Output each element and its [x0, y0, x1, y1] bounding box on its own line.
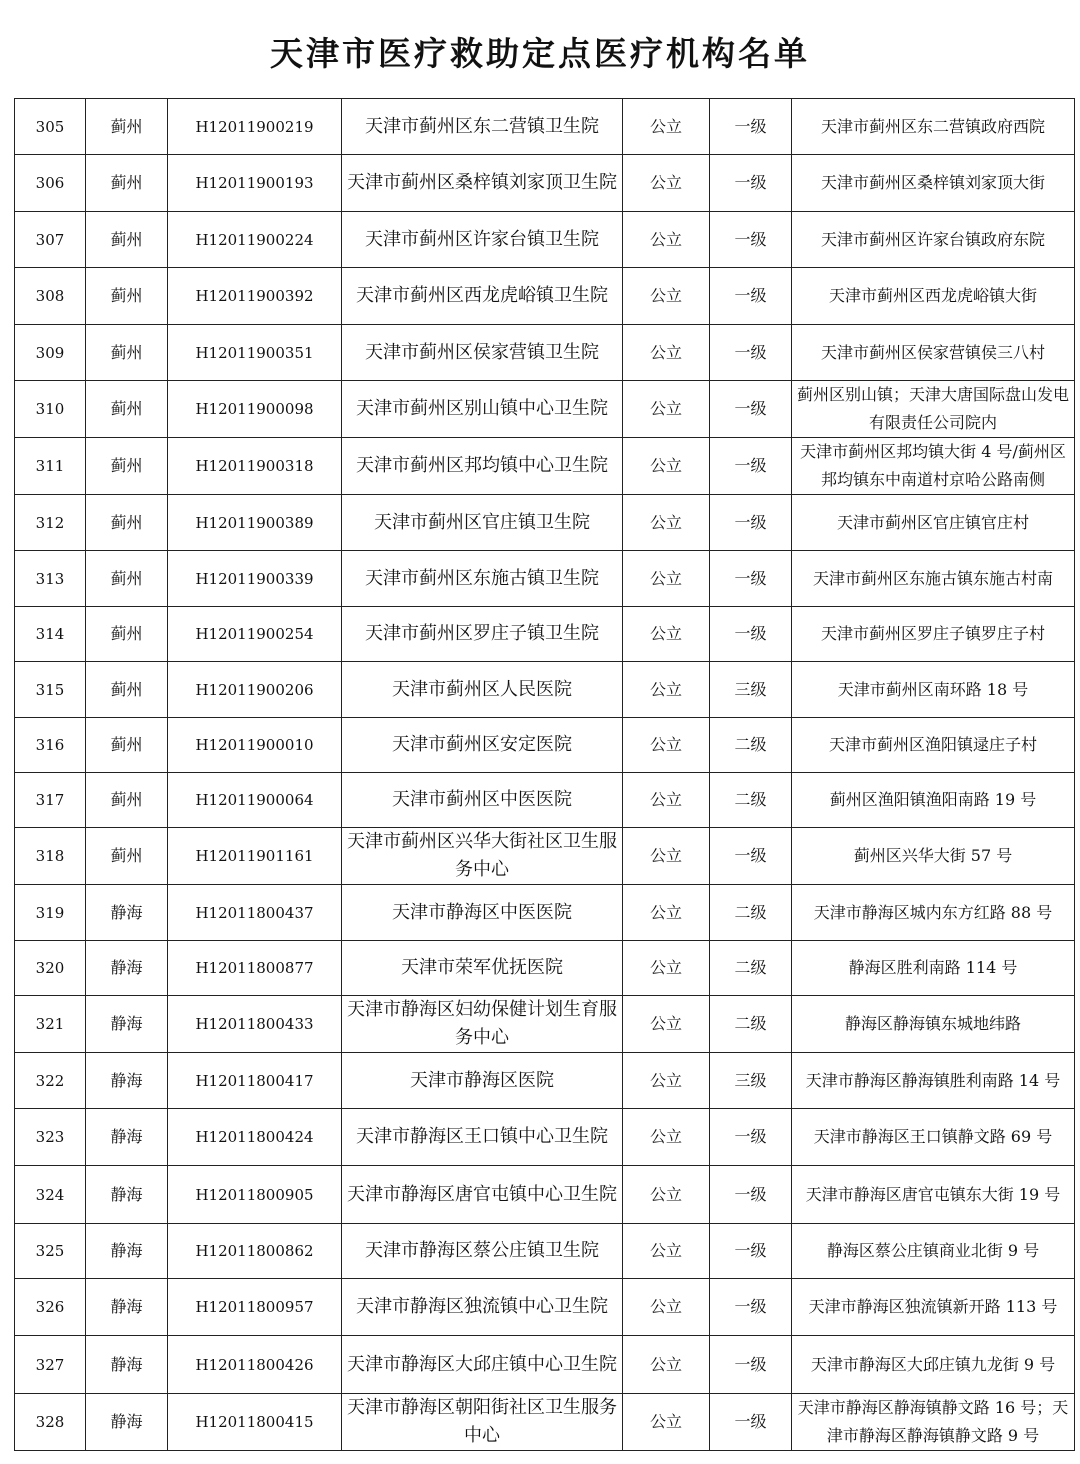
hospital-level: 二级 [710, 885, 792, 941]
ownership-type: 公立 [623, 996, 710, 1053]
district-cell: 静海 [86, 885, 168, 941]
table-row [15, 1336, 1075, 1394]
institution-address: 蓟州区渔阳镇渔阳南路 19 号 [792, 773, 1075, 828]
institution-address: 天津市蓟州区官庄镇官庄村 [792, 495, 1075, 551]
row-number: 327 [15, 1336, 86, 1394]
ownership-type: 公立 [623, 828, 710, 885]
district-cell: 蓟州 [86, 155, 168, 212]
institution-code: H12011800433 [168, 996, 342, 1053]
ownership-type: 公立 [623, 662, 710, 718]
district-cell: 静海 [86, 1109, 168, 1166]
institution-name: 天津市静海区大邱庄镇中心卫生院 [342, 1336, 623, 1394]
institution-name: 天津市静海区妇幼保健计划生育服务中心 [342, 996, 623, 1053]
institution-code: H12011900318 [168, 438, 342, 495]
institution-address: 天津市静海区大邱庄镇九龙街 9 号 [792, 1336, 1075, 1394]
district-cell: 蓟州 [86, 828, 168, 885]
table-row [15, 99, 1075, 155]
table-row [15, 1224, 1075, 1279]
ownership-type: 公立 [623, 438, 710, 495]
row-number: 313 [15, 551, 86, 607]
institution-address: 天津市蓟州区桑梓镇刘家顶大街 [792, 155, 1075, 212]
hospital-level: 二级 [710, 718, 792, 773]
hospital-level: 一级 [710, 268, 792, 325]
institution-address: 天津市蓟州区东二营镇政府西院 [792, 99, 1075, 155]
district-cell: 静海 [86, 1336, 168, 1394]
institution-address: 天津市静海区唐官屯镇东大街 19 号 [792, 1166, 1075, 1224]
institution-code: H12011900224 [168, 212, 342, 268]
hospital-level: 一级 [710, 1224, 792, 1279]
table-body [15, 99, 1075, 1451]
institution-name: 天津市静海区独流镇中心卫生院 [342, 1279, 623, 1336]
ownership-type: 公立 [623, 495, 710, 551]
table-row [15, 438, 1075, 495]
hospital-level: 一级 [710, 495, 792, 551]
table-row [15, 1053, 1075, 1109]
institution-code: H12011900010 [168, 718, 342, 773]
hospital-level: 一级 [710, 155, 792, 212]
institution-code: H12011800957 [168, 1279, 342, 1336]
institution-address: 静海区蔡公庄镇商业北街 9 号 [792, 1224, 1075, 1279]
institution-address: 天津市蓟州区东施古镇东施古村南 [792, 551, 1075, 607]
district-cell: 蓟州 [86, 662, 168, 718]
institution-code: H12011800905 [168, 1166, 342, 1224]
institution-code: H12011800877 [168, 941, 342, 996]
institution-name: 天津市蓟州区安定医院 [342, 718, 623, 773]
district-cell: 蓟州 [86, 438, 168, 495]
district-cell: 静海 [86, 1394, 168, 1451]
ownership-type: 公立 [623, 773, 710, 828]
hospital-level: 三级 [710, 662, 792, 718]
institution-name: 天津市静海区医院 [342, 1053, 623, 1109]
ownership-type: 公立 [623, 551, 710, 607]
table-row [15, 1279, 1075, 1336]
institution-name: 天津市蓟州区邦均镇中心卫生院 [342, 438, 623, 495]
institution-name: 天津市蓟州区中医医院 [342, 773, 623, 828]
row-number: 328 [15, 1394, 86, 1451]
table-row [15, 885, 1075, 941]
district-cell: 静海 [86, 1166, 168, 1224]
hospital-level: 二级 [710, 941, 792, 996]
row-number: 306 [15, 155, 86, 212]
institution-code: H12011901161 [168, 828, 342, 885]
institution-code: H12011900193 [168, 155, 342, 212]
table-row [15, 325, 1075, 381]
institution-code: H12011800424 [168, 1109, 342, 1166]
institution-name: 天津市蓟州区东二营镇卫生院 [342, 99, 623, 155]
hospital-level: 一级 [710, 1336, 792, 1394]
table-row [15, 495, 1075, 551]
row-number: 308 [15, 268, 86, 325]
table-row [15, 1394, 1075, 1451]
hospital-level: 一级 [710, 1394, 792, 1451]
row-number: 326 [15, 1279, 86, 1336]
row-number: 314 [15, 607, 86, 662]
district-cell: 蓟州 [86, 607, 168, 662]
institution-code: H12011900206 [168, 662, 342, 718]
ownership-type: 公立 [623, 212, 710, 268]
institution-address: 天津市蓟州区许家台镇政府东院 [792, 212, 1075, 268]
institution-name: 天津市静海区唐官屯镇中心卫生院 [342, 1166, 623, 1224]
institution-name: 天津市蓟州区侯家营镇卫生院 [342, 325, 623, 381]
institution-code: H12011800437 [168, 885, 342, 941]
row-number: 316 [15, 718, 86, 773]
institution-code: H12011900392 [168, 268, 342, 325]
table-row [15, 607, 1075, 662]
table-row [15, 662, 1075, 718]
ownership-type: 公立 [623, 885, 710, 941]
document-title: 天津市医疗救助定点医疗机构名单 [270, 34, 810, 73]
row-number: 325 [15, 1224, 86, 1279]
institution-code: H12011900254 [168, 607, 342, 662]
institution-name: 天津市静海区中医医院 [342, 885, 623, 941]
institution-code: H12011900064 [168, 773, 342, 828]
hospital-level: 一级 [710, 381, 792, 438]
ownership-type: 公立 [623, 99, 710, 155]
institution-name: 天津市蓟州区桑梓镇刘家顶卫生院 [342, 155, 623, 212]
table-row [15, 1109, 1075, 1166]
institution-name: 天津市蓟州区许家台镇卫生院 [342, 212, 623, 268]
institution-code: H12011900219 [168, 99, 342, 155]
district-cell: 静海 [86, 1053, 168, 1109]
table-row [15, 1166, 1075, 1224]
institution-code: H12011900339 [168, 551, 342, 607]
ownership-type: 公立 [623, 1166, 710, 1224]
table-row [15, 718, 1075, 773]
row-number: 315 [15, 662, 86, 718]
ownership-type: 公立 [623, 381, 710, 438]
table-row [15, 381, 1075, 438]
district-cell: 蓟州 [86, 268, 168, 325]
institution-address: 天津市蓟州区邦均镇大街 4 号/蓟州区邦均镇东中南道村京哈公路南侧 [792, 438, 1075, 495]
institution-name: 天津市荣军优抚医院 [342, 941, 623, 996]
row-number: 312 [15, 495, 86, 551]
row-number: 305 [15, 99, 86, 155]
district-cell: 蓟州 [86, 718, 168, 773]
hospital-level: 三级 [710, 1053, 792, 1109]
institution-address: 蓟州区兴华大街 57 号 [792, 828, 1075, 885]
ownership-type: 公立 [623, 1053, 710, 1109]
ownership-type: 公立 [623, 607, 710, 662]
institution-name: 天津市蓟州区罗庄子镇卫生院 [342, 607, 623, 662]
row-number: 324 [15, 1166, 86, 1224]
institution-address: 天津市静海区静海镇胜利南路 14 号 [792, 1053, 1075, 1109]
table-row [15, 268, 1075, 325]
ownership-type: 公立 [623, 718, 710, 773]
institution-address: 天津市蓟州区罗庄子镇罗庄子村 [792, 607, 1075, 662]
district-cell: 蓟州 [86, 381, 168, 438]
row-number: 320 [15, 941, 86, 996]
district-cell: 蓟州 [86, 773, 168, 828]
hospital-level: 一级 [710, 1279, 792, 1336]
table-row [15, 773, 1075, 828]
institution-code: H12011800862 [168, 1224, 342, 1279]
row-number: 318 [15, 828, 86, 885]
district-cell: 蓟州 [86, 99, 168, 155]
row-number: 323 [15, 1109, 86, 1166]
district-cell: 静海 [86, 941, 168, 996]
hospital-level: 一级 [710, 1166, 792, 1224]
district-cell: 静海 [86, 996, 168, 1053]
ownership-type: 公立 [623, 1394, 710, 1451]
district-cell: 蓟州 [86, 212, 168, 268]
institution-address: 天津市蓟州区侯家营镇侯三八村 [792, 325, 1075, 381]
institution-address: 天津市蓟州区西龙虎峪镇大街 [792, 268, 1075, 325]
row-number: 319 [15, 885, 86, 941]
institution-address: 天津市静海区城内东方红路 88 号 [792, 885, 1075, 941]
institution-name: 天津市蓟州区别山镇中心卫生院 [342, 381, 623, 438]
hospital-level: 一级 [710, 99, 792, 155]
hospital-level: 二级 [710, 773, 792, 828]
ownership-type: 公立 [623, 1109, 710, 1166]
row-number: 307 [15, 212, 86, 268]
institution-code: H12011900389 [168, 495, 342, 551]
institution-address: 静海区胜利南路 114 号 [792, 941, 1075, 996]
ownership-type: 公立 [623, 1224, 710, 1279]
institution-address: 天津市蓟州区渔阳镇逯庄子村 [792, 718, 1075, 773]
institution-code: H12011800415 [168, 1394, 342, 1451]
institution-name: 天津市蓟州区人民医院 [342, 662, 623, 718]
table-row [15, 155, 1075, 212]
table-row [15, 941, 1075, 996]
district-cell: 蓟州 [86, 551, 168, 607]
ownership-type: 公立 [623, 941, 710, 996]
institution-name: 天津市蓟州区西龙虎峪镇卫生院 [342, 268, 623, 325]
institution-code: H12011900351 [168, 325, 342, 381]
hospital-level: 一级 [710, 828, 792, 885]
ownership-type: 公立 [623, 1279, 710, 1336]
hospital-level: 一级 [710, 1109, 792, 1166]
institution-code: H12011800426 [168, 1336, 342, 1394]
institution-name: 天津市静海区朝阳街社区卫生服务中心 [342, 1394, 623, 1451]
hospital-level: 一级 [710, 551, 792, 607]
institution-name: 天津市静海区王口镇中心卫生院 [342, 1109, 623, 1166]
institution-address: 天津市静海区独流镇新开路 113 号 [792, 1279, 1075, 1336]
hospital-level: 二级 [710, 996, 792, 1053]
row-number: 311 [15, 438, 86, 495]
table-row [15, 212, 1075, 268]
district-cell: 静海 [86, 1224, 168, 1279]
institution-address: 静海区静海镇东城地纬路 [792, 996, 1075, 1053]
institution-name: 天津市蓟州区东施古镇卫生院 [342, 551, 623, 607]
hospital-level: 一级 [710, 607, 792, 662]
district-cell: 蓟州 [86, 495, 168, 551]
ownership-type: 公立 [623, 268, 710, 325]
row-number: 321 [15, 996, 86, 1053]
institution-address: 天津市静海区静海镇静文路 16 号；天津市静海区静海镇静文路 9 号 [792, 1394, 1075, 1451]
institution-address: 天津市静海区王口镇静文路 69 号 [792, 1109, 1075, 1166]
institution-address: 天津市蓟州区南环路 18 号 [792, 662, 1075, 718]
institution-code: H12011800417 [168, 1053, 342, 1109]
ownership-type: 公立 [623, 325, 710, 381]
hospital-level: 一级 [710, 325, 792, 381]
institution-code: H12011900098 [168, 381, 342, 438]
institution-name: 天津市蓟州区兴华大街社区卫生服务中心 [342, 828, 623, 885]
row-number: 310 [15, 381, 86, 438]
ownership-type: 公立 [623, 1336, 710, 1394]
table-row [15, 996, 1075, 1053]
row-number: 317 [15, 773, 86, 828]
hospital-level: 一级 [710, 438, 792, 495]
institution-address: 蓟州区别山镇；天津大唐国际盘山发电有限责任公司院内 [792, 381, 1075, 438]
hospital-level: 一级 [710, 212, 792, 268]
table-row [15, 551, 1075, 607]
table-row [15, 828, 1075, 885]
row-number: 309 [15, 325, 86, 381]
institution-name: 天津市静海区蔡公庄镇卫生院 [342, 1224, 623, 1279]
institution-table [14, 98, 1075, 1451]
district-cell: 蓟州 [86, 325, 168, 381]
district-cell: 静海 [86, 1279, 168, 1336]
institution-name: 天津市蓟州区官庄镇卫生院 [342, 495, 623, 551]
row-number: 322 [15, 1053, 86, 1109]
ownership-type: 公立 [623, 155, 710, 212]
